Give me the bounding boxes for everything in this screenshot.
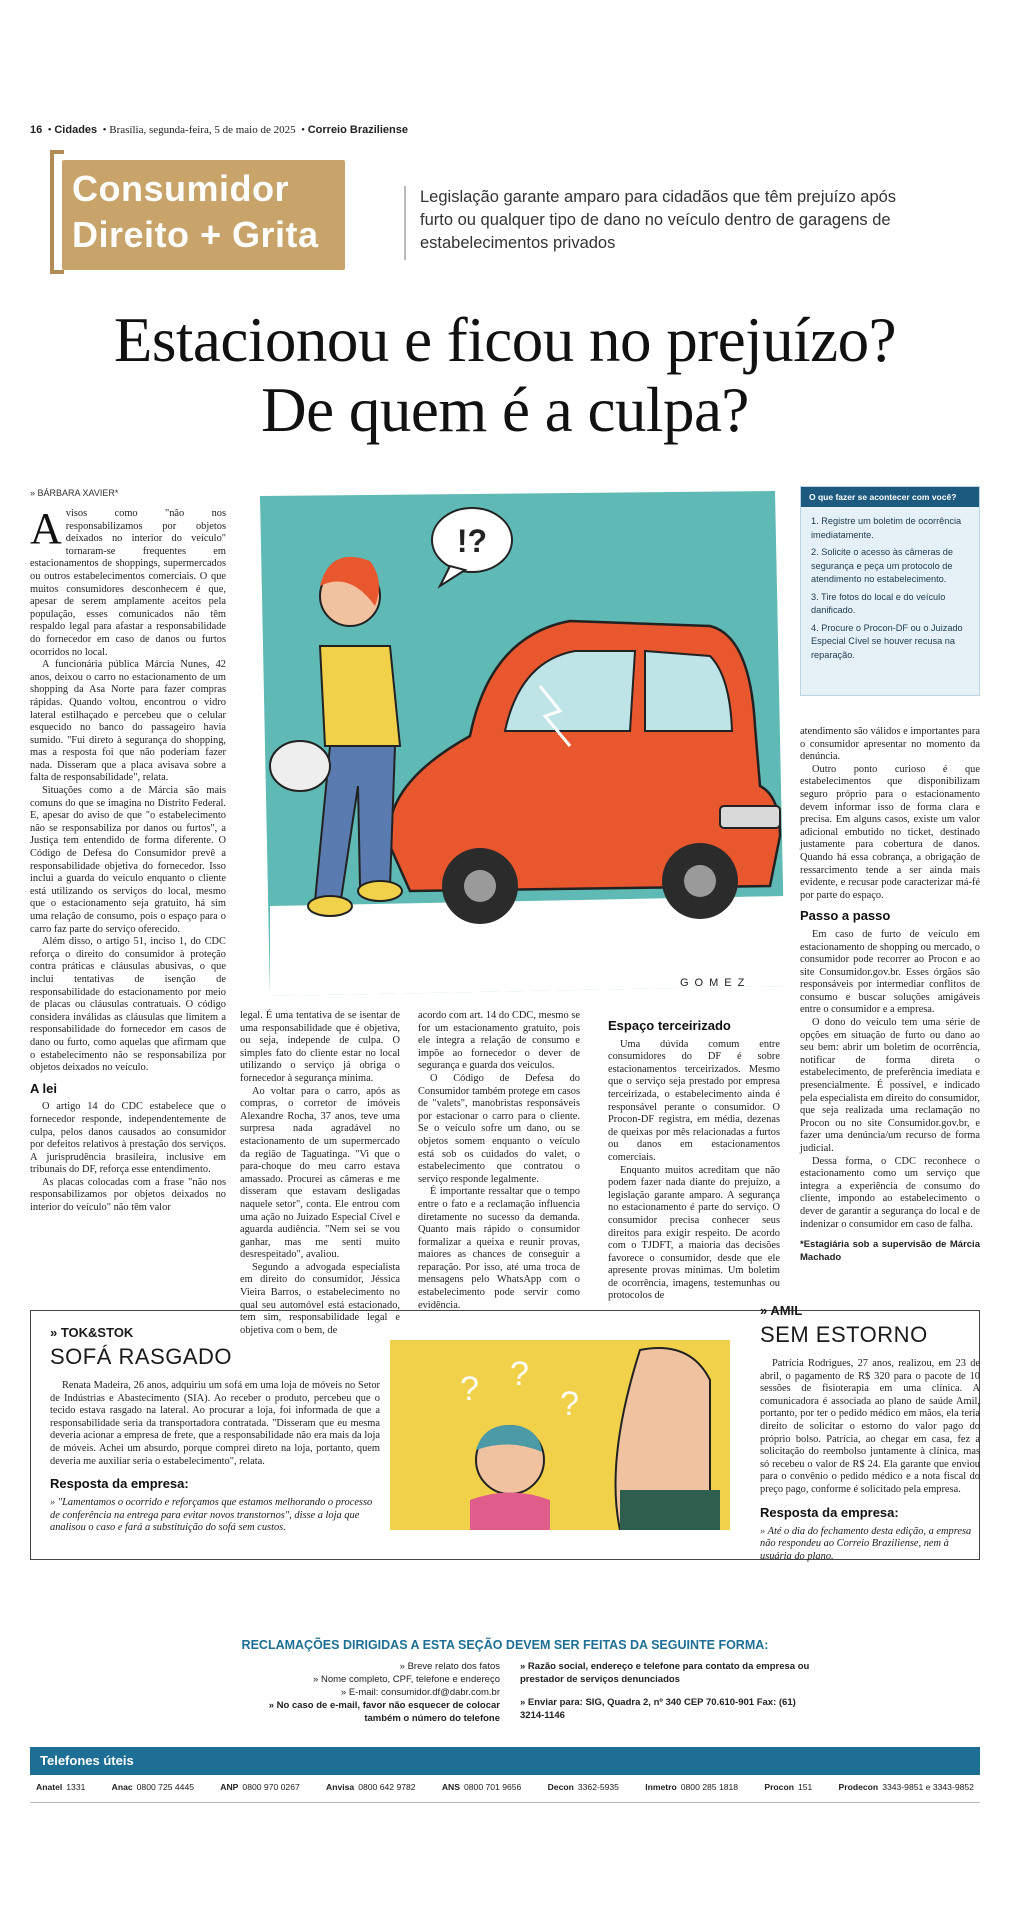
worried-shirt bbox=[470, 1493, 550, 1531]
tokstok-response: » "Lamentamos o ocorrido e reforçamos que estamos melhorando o processo de conferência na entrega para evitar novos transtornos", disse a loja que analisou o caso e fará a substituição do sofá sem custos. bbox=[50, 1497, 373, 1534]
col5-p5: Dessa forma, o CDC reconhece o estacionamento como um serviço que integra a experiência de consumo do cliente, impondo ao estabelecimento o dever de garantir a segurança do local e de indenizar o consumidor em caso de falha. bbox=[800, 1155, 980, 1230]
illustrator-signature: GOMEZ bbox=[680, 977, 751, 989]
col3-p1: acordo com art. 14 do CDC, mesmo se for um estacionamento gratuito, pois ele integra a relação de consumo e impõe ao fornecedor o dever de segurança e guarda dos veículos. bbox=[418, 1010, 580, 1072]
bottom-rule bbox=[30, 1802, 980, 1803]
telefone-item: Inmetro 0800 285 1818 bbox=[645, 1782, 739, 1792]
col1-p1: visos como "não nos responsabilizamos por objetos deixados no interior do veículo" tornaram-se frequentes em estacionamentos de shoppings, supermercados ou outros estabelecimentos comerciais. O que muitos consumidores desconhecem é que, apesar de serem amplamente aceitos pela população, esses comunicados não têm respaldo legal para afastar a responsabilidade do fornecedor em caso de danos ou furtos ocorridos no local. bbox=[30, 508, 226, 658]
col1-p4: Além disso, o artigo 51, inciso 1, do CDC reforça o direito do consumidor à proteção contra práticas e cláusulas abusivas, o que inclui tentativas de isenção de responsabilidade do estacionamento por meio de placas ou cláusulas contratuais. O código considera inválidas as cláusulas que limitem a responsabilidade do fornecedor em casos de dano ou furto, como aquelas que afirmam que o estabelecimento não se responsabiliza por objetos deixados no veículo. bbox=[30, 936, 226, 1074]
headline-line2: De quem é a culpa? bbox=[261, 375, 749, 445]
amil-body: Patrícia Rodrigues, 27 anos, realizou, em 23 de abril, o pagamento de R$ 320 para o pacote de 10 sessões de fisioterapia em uma clínica. A comunicadora é associada ao plano de saúde Amil, portanto, por ter o pedido médico em mãos, ela teria direito de solicitar o estorno do valor pago do próprio bolso. Patrícia, ao chegar em casa, fez a solicitação do reembolso juntamente à clínica, mas só recebeu o valor de R$ 24. Ela garante que enviou para o convênio o pedido médico e a nota fiscal do preço pago, conforme é solicitado pela empresa. bbox=[760, 1358, 980, 1495]
col1-p6: As placas colocadas com a frase "não nos responsabilizamos por objetos deixados no interior do veículo" não têm valor bbox=[30, 1176, 226, 1214]
tokstok-title: SOFÁ RASGADO bbox=[50, 1344, 233, 1369]
telefone-item: Anvisa 0800 642 9782 bbox=[326, 1782, 416, 1792]
telefone-item: ANS 0800 701 9656 bbox=[441, 1782, 522, 1792]
folio-paper: Correio Braziliense bbox=[307, 124, 408, 136]
logo-line2: Direito + Grita bbox=[72, 214, 319, 255]
sidebar-list bbox=[801, 507, 979, 662]
telefone-item: Decon 3362-5935 bbox=[547, 1782, 619, 1792]
complaint-item: » No caso de e-mail, favor não esquecer de colocar também o número do telefone bbox=[268, 1700, 500, 1724]
question-illustration bbox=[390, 1340, 730, 1530]
sidebar-item: 4. Procure o Procon-DF ou o Juizado Especial Cível se houver recusa na reparação. bbox=[811, 622, 963, 660]
tips-sidebar bbox=[800, 486, 980, 696]
sidebar-item: 1. Registre um boletim de ocorrência imediatamente. bbox=[811, 516, 962, 540]
subhead-espaco: Espaço terceirizado bbox=[608, 1018, 731, 1033]
col4-p1: Uma dúvida comum entre consumidores do DF é sobre estacionamentos terceirizados. Mesmo que o serviço seja prestado por empresa terceirizada, o estabelecimento ainda é responsável perante o consumidor. O Procon-DF registra, em média, dezenas de queixas por mês relacionadas a furtos ou danos em estacionamentos comerciais. bbox=[608, 1038, 780, 1163]
car-hubcap-rear bbox=[684, 865, 716, 897]
complaint-item: » E-mail: consumidor.df@dabr.com.br bbox=[340, 1687, 500, 1698]
telefone-item: Procon 151 bbox=[764, 1782, 813, 1792]
deck: Legislação garante amparo para cidadãos que têm prejuízo após furto ou qualquer tipo de dano no veículo dentro de garagens de estabelecimentos privados bbox=[420, 188, 897, 252]
col1-p2: A funcionária pública Márcia Nunes, 42 anos, deixou o carro no estacionamento de um shopping da Asa Norte para fazer compras rápidas. Quando voltou, encontrou o vidro lateral estilhaçado e percebeu que o celular esquecido no banco do passageiro havia sumido. "Fui direto à segurança do shopping, mas a resposta foi que não poderiam fazer nada. Disseram que a placa avisava sobre a falta de responsabilidade", relata. bbox=[30, 659, 226, 784]
woman-bag bbox=[270, 741, 330, 791]
col5-p1: atendimento são válidos e importantes para o consumidor apresentar no momento da denúncia. bbox=[800, 726, 980, 763]
question-mark-icon: ? bbox=[460, 1370, 479, 1408]
byline: » BÁRBARA XAVIER* bbox=[30, 488, 119, 498]
article-col-3 bbox=[418, 1010, 580, 1312]
sidebar-title: O que fazer se acontecer com você? bbox=[801, 487, 979, 507]
col5-p4: O dono do veículo tem uma série de opções em situação de furto ou dano ao seu bem: abrir um boletim de ocorrência, notificar de forma direta o estabelecimento, de preferência imediata e presencialmente. É possível, e indicado pela especialista em direito do consumidor, que seja realizada uma reclamação no Procon ou no site Consumidor.gov.br, e fazer uma denúncia/um recurso de forma judicial. bbox=[800, 1017, 980, 1154]
question-mark-icon: ? bbox=[510, 1355, 529, 1393]
complaint-item: » Razão social, endereço e telefone para contato da empresa ou prestador de serviços denunciados bbox=[520, 1661, 810, 1685]
sidebar-item: 2. Solicite o acesso às câmeras de segurança e peça um protocolo de atendimento no estabelecimento. bbox=[811, 547, 953, 584]
section-logo bbox=[62, 160, 345, 270]
sidebar-item: 3. Tire fotos do local e do veículo danificado. bbox=[811, 591, 946, 615]
speech-text: !? bbox=[456, 523, 488, 559]
tokstok-kicker: » TOK&STOK bbox=[50, 1325, 134, 1340]
folio-page: 16 bbox=[30, 124, 43, 136]
col1-p5: O artigo 14 do CDC estabelece que o fornecedor responde, independentemente de culpa, pelos danos causados ao consumidor por defeitos relativos à prestação dos serviços. A jurisprudência brasileira, inclusive em tribunais do DF, reforça esse entendimento. bbox=[30, 1101, 226, 1176]
headline bbox=[20, 305, 990, 445]
tokstok-story bbox=[50, 1325, 380, 1535]
headline-line1: Estacionou e ficou no prejuízo? bbox=[113, 305, 897, 375]
article-col-1 bbox=[30, 504, 226, 1215]
woman-shoe-left bbox=[308, 896, 352, 916]
article-col-4 bbox=[608, 1020, 780, 1303]
subhead-passo: Passo a passo bbox=[800, 908, 891, 924]
col3-p2: O Código de Defesa do Consumidor também protege em casos de "valets", manobristas responsáveis por estacionar o carro para o cliente. Se o veículo sofre um dano, ou se objetos somem enquanto o veículo está sob os cuidados do valet, o estabelecimento que contratou o serviço responde legalmente. bbox=[418, 1072, 580, 1185]
col2-p2: Ao voltar para o carro, após as compras, o corretor de imóveis Alexandre Rocha, 37 anos, teve uma surpresa nada agradável no estacionamento de um supermercado da região de Taguatinga. "Vi que o para-choque do meu carro estava amassado. Procurei as câmeras e me disseram que estavam desligadas naquele setor", conta. Ele entrou com uma ação no Juizado Especial Cível e aguarda audiência. "Nem sei se vou ganhar, mas me senti muito desrespeitado", avaliou. bbox=[240, 1085, 400, 1261]
col2-p1: legal. É uma tentativa de se isentar de uma responsabilidade que é objetiva, ou seja, independe de culpa. O simples fato do cliente estar no local utilizando o serviço já obriga o fornecedor à segurança mínima. bbox=[240, 1010, 400, 1084]
telefone-item: ANP 0800 970 0267 bbox=[220, 1782, 300, 1792]
complaints-title: RECLAMAÇÕES DIRIGIDAS A ESTA SEÇÃO DEVEM SER FEITAS DA SEGUINTE FORMA: bbox=[241, 1638, 769, 1652]
article-col-2 bbox=[240, 1010, 400, 1337]
question-mark-icon: ? bbox=[560, 1385, 579, 1423]
complaints-left bbox=[250, 1660, 500, 1725]
dropcap: A bbox=[30, 504, 62, 553]
amil-kicker: » AMIL bbox=[760, 1303, 803, 1318]
logo-line1: Consumidor bbox=[72, 168, 289, 209]
complaint-item: » Nome completo, CPF, telefone e endereço bbox=[313, 1674, 500, 1685]
woman-shoe-right bbox=[358, 881, 402, 901]
hand-sleeve bbox=[620, 1490, 720, 1530]
telefones-row bbox=[30, 1782, 980, 1792]
author-credit: *Estagiária sob a supervisão de Márcia Machado bbox=[800, 1239, 980, 1263]
folio: 16 • Cidades • Brasília, segunda-feira, 5 de maio de 2025 • Correio Braziliense bbox=[30, 124, 408, 136]
col5-p2: Outro ponto curioso é que estabelecimentos que disponibilizam seguro próprio para o estacionamento devem informar isso de forma clara e precisa. Em alguns casos, existe um valor adicional embutido no ticket, destinado justamente para cobertura de danos. Quando há essa cobrança, a obrigação de ressarcimento tende a ser ainda mais evidente, e recusar pode caracterizar má-fé por parte do espaço. bbox=[800, 763, 980, 901]
folio-dateline: Brasília, segunda-feira, 5 de maio de 2025 bbox=[109, 124, 296, 136]
woman-shirt bbox=[320, 646, 400, 746]
col3-p3: É importante ressaltar que o tempo entre o fato e a reclamação influencia diretamente no sucesso da demanda. Quanto mais rápido o consumidor formalizar a queixa e reunir provas, maiores as chances de conseguir a reparação. Por isso, até uma troca de mensagens pelo WhatsApp com o estabelecimento pode servir como evidência. bbox=[418, 1186, 580, 1311]
complaint-item: » Breve relato dos fatos bbox=[399, 1661, 500, 1672]
amil-response: » Até o dia do fechamento desta edição, a empresa não respondeu ao Correio Braziliense, nem à usuária do plano. bbox=[760, 1525, 972, 1562]
col5-p3: Em caso de furto de veículo em estacionamento de shopping ou mercado, o consumidor pode recorrer ao Procon e ao site Consumidor.gov.br. Esses órgãos são responsáveis por intermediar conflitos de consumo e buscar soluções amigáveis entre o consumidor e a empresa. bbox=[800, 928, 980, 1016]
telefone-item: Prodecon 3343-9851 e 3343-9852 bbox=[838, 1782, 974, 1792]
col4-p2: Enquanto muitos acreditam que não podem fazer nada diante do prejuízo, a legislação garante amparo. A segurança no estacionamento é parte do serviço. O consumidor precisa conhecer seus direitos para exigir respeito. De acordo com o TJDFT, a maioria das decisões favorece o consumidor, desde que ele apresente provas mínimas. Um boletim de ocorrência, imagens, testemunhas ou protocolos de bbox=[608, 1164, 780, 1302]
col1-p3: Situações como a de Márcia são mais comuns do que se imagina no Distrito Federal. E, apesar do aviso de que "o estabelecimento não se responsabiliza por danos ou furtos", a Justiça tem entendido de forma diferente. O Código de Defesa do Consumidor prevê a responsabilidade objetiva do fornecedor. Isso inclui a guarda do veículo enquanto o cliente está utilizando os serviços do local, mesmo que o estacionamento seja gratuito, há sim uma relação de consumo, pois o espaço para o carro faz parte do serviço oferecido. bbox=[30, 785, 226, 935]
tokstok-body: Renata Madeira, 26 anos, adquiriu um sofá em uma loja de móveis no Setor de Indústrias e Abastecimento (SIA). Ao receber o produto, percebeu que o tecido estava rasgado na lateral. Ao procurar a loja, foi informada de que a responsabilidade seria da transportadora contratada. "Disseram que eu mesma deveria acionar a empresa de frete, que a responsabilidade não era mais da loja de móveis. Achei um absurdo, porque comprei direto na loja, portanto, quem deveria me auxiliar seria o estabelecimento", relata. bbox=[50, 1380, 380, 1467]
complaints-right bbox=[520, 1660, 810, 1722]
folio-section: Cidades bbox=[54, 124, 98, 136]
amil-response-head: Resposta da empresa: bbox=[760, 1504, 899, 1520]
car-bumper bbox=[720, 806, 780, 828]
amil-story bbox=[760, 1303, 980, 1563]
telefones-bar: Telefones úteis bbox=[30, 1747, 980, 1775]
amil-title: SEM ESTORNO bbox=[760, 1322, 928, 1347]
subhead-a-lei: A lei bbox=[30, 1080, 57, 1096]
col2-p3: Segundo a advogada especialista em direito do consumidor, Jéssica Vieira Barros, o estabelecimento no qual seu automóvel está estacionado, tem sim, responsabilidade legal e objetiva com o bem, de bbox=[240, 1261, 400, 1336]
car-illustration bbox=[240, 486, 790, 1006]
tokstok-response-head: Resposta da empresa: bbox=[50, 1476, 189, 1492]
telefone-item: Anatel 1331 bbox=[36, 1782, 86, 1792]
car-hubcap-front bbox=[464, 870, 496, 902]
telefone-item: Anac 0800 725 4445 bbox=[111, 1782, 195, 1792]
article-col-5 bbox=[800, 726, 980, 1264]
deck-rule bbox=[404, 186, 406, 260]
complaint-item: » Enviar para: SIG, Quadra 2, nº 340 CEP 70.610-901 Fax: (61) 3214-1146 bbox=[520, 1697, 796, 1721]
